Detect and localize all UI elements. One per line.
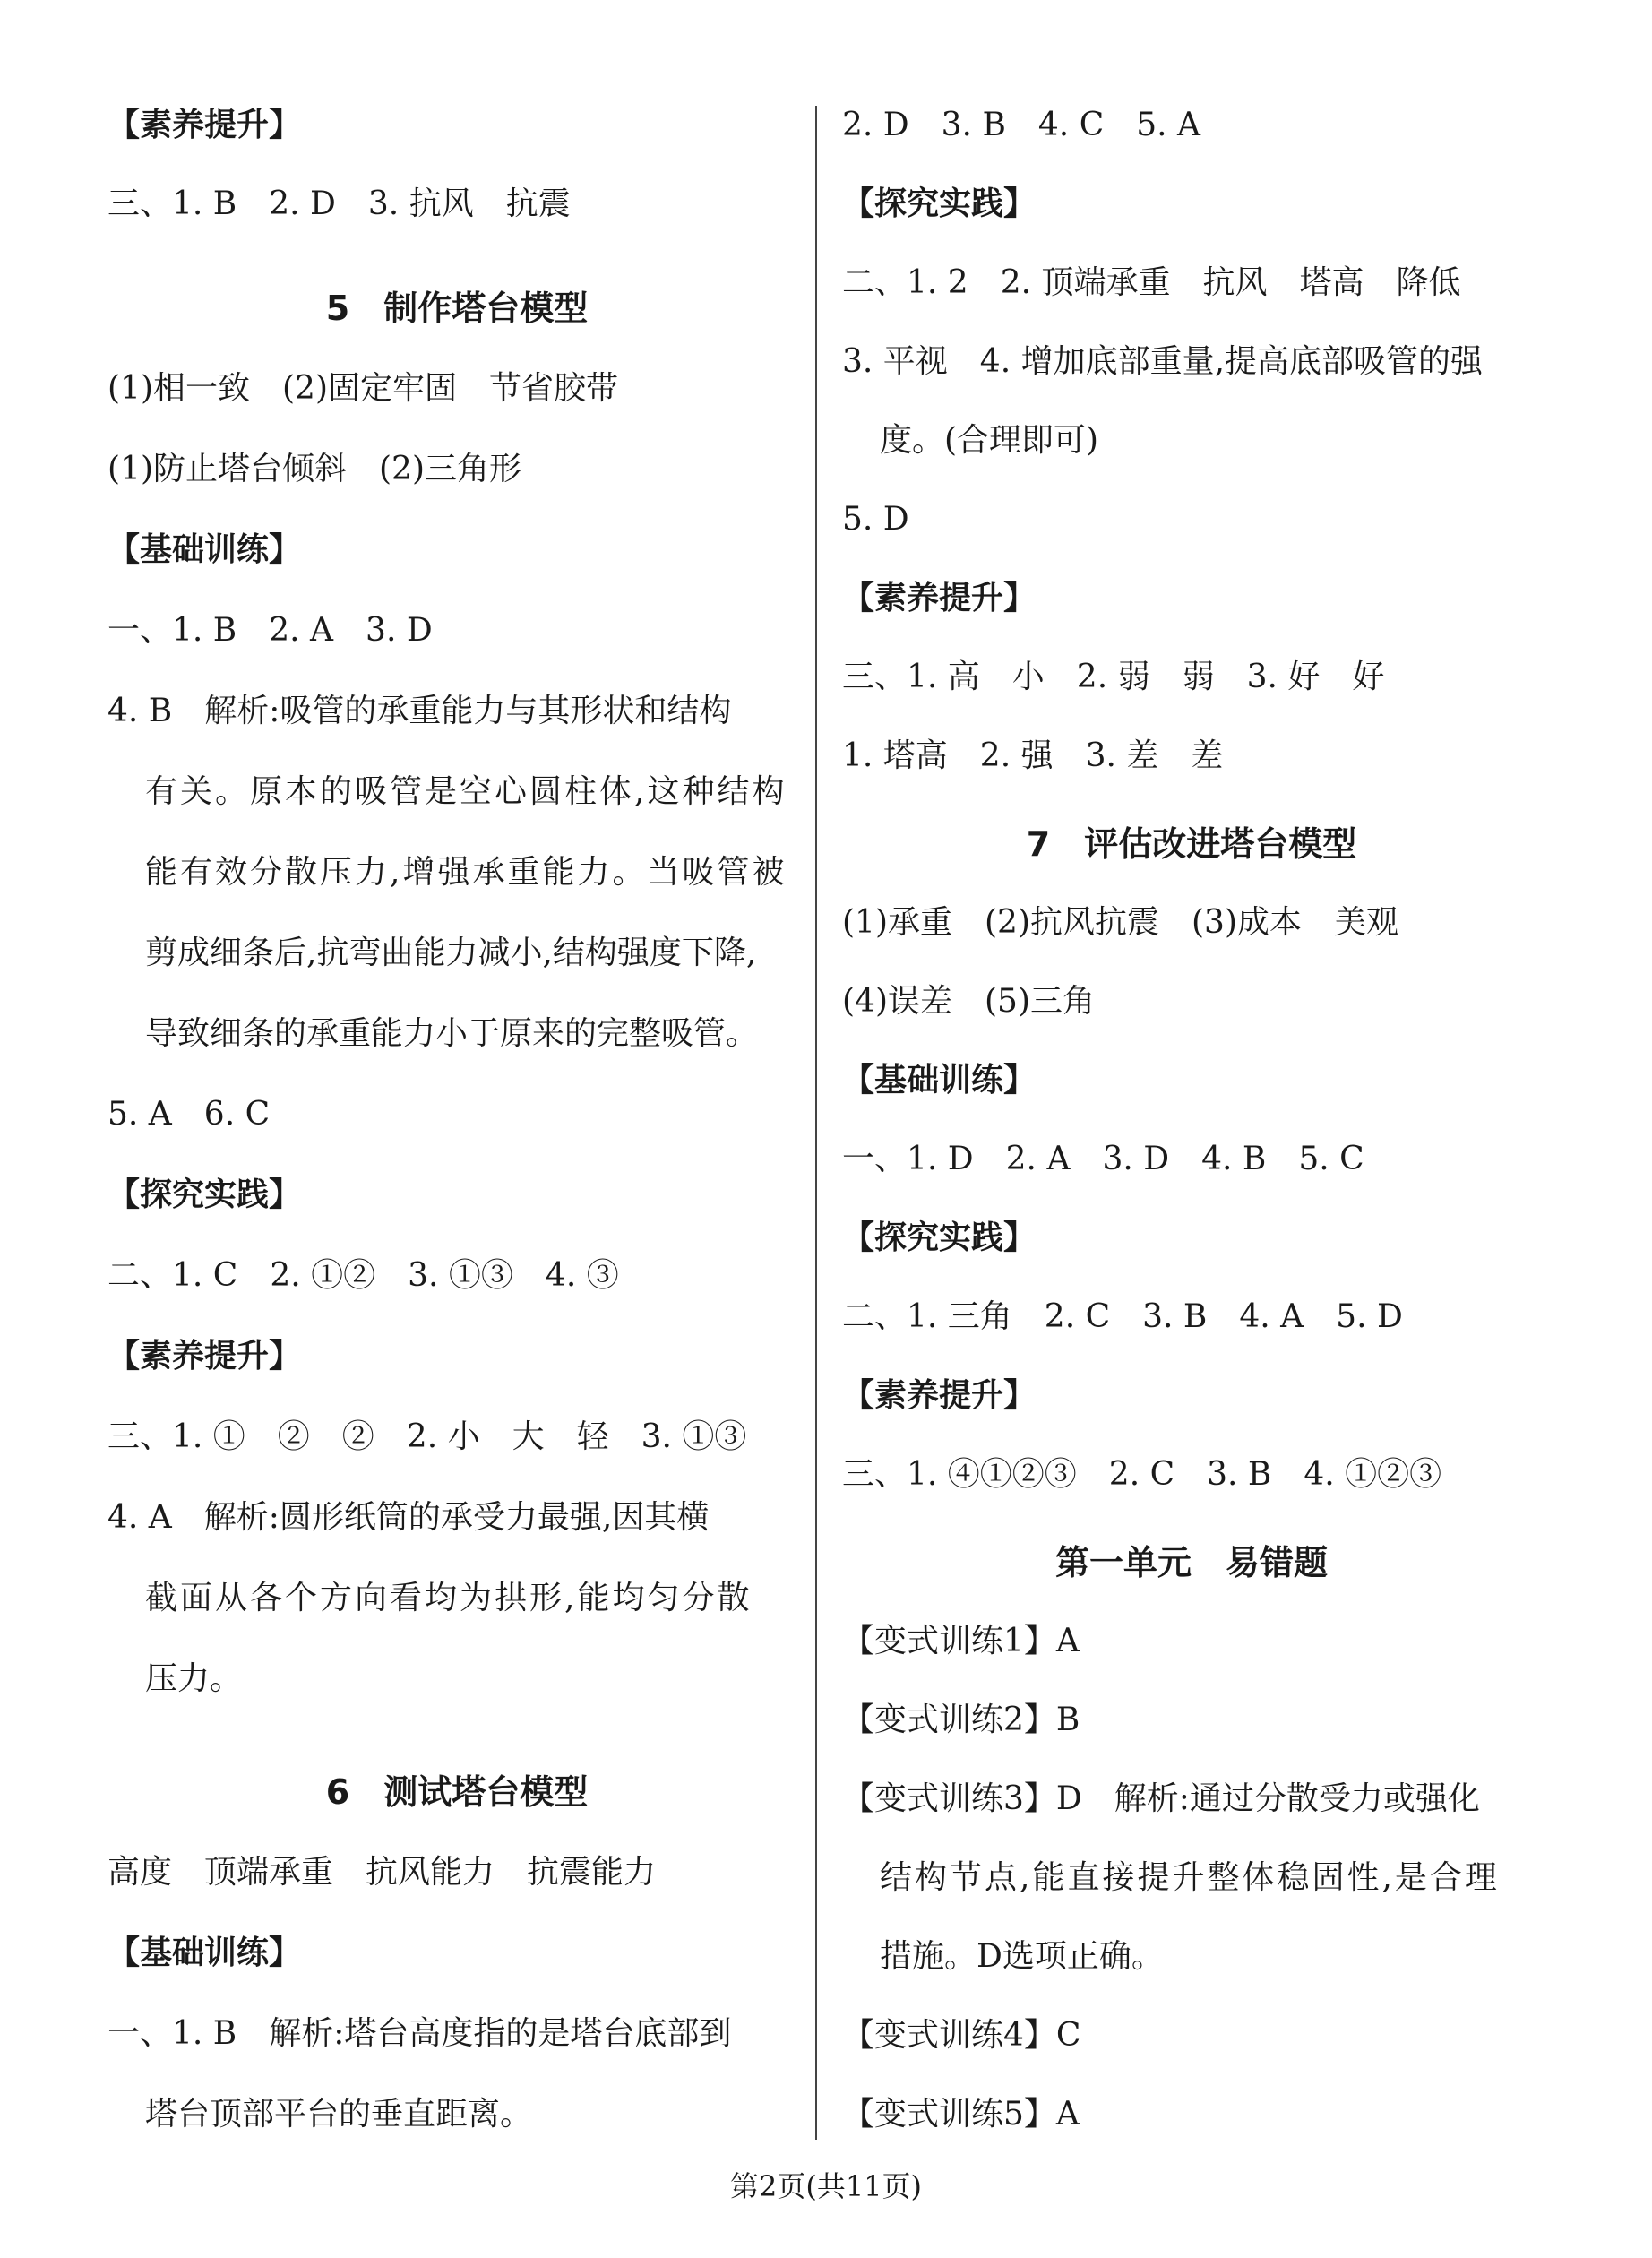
- variant-answer: 【变式训练2】B: [842, 1702, 1080, 1738]
- answer-line: 高度 顶端承重 抗风能力 抗震能力: [108, 1854, 657, 1891]
- answer-explanation: 能有效分散压力,增强承重能力。当吸管被: [145, 854, 787, 891]
- answer-explanation: 4. B 解析:吸管的承重能力与其形状和结构: [108, 693, 732, 729]
- variant-answer: 【变式训练1】A: [842, 1623, 1080, 1659]
- unit-title: 第一单元 易错题: [1054, 1543, 1328, 1582]
- column-divider: [815, 106, 817, 2140]
- section-label: 【基础训练】: [108, 1935, 302, 1971]
- lesson-title: 7 评估改进塔台模型: [1026, 824, 1357, 864]
- answer-line: 二、1. C 2. ①② 3. ①③ 4. ③: [108, 1257, 619, 1294]
- answer-line: 2. D 3. B 4. C 5. A: [842, 107, 1201, 143]
- answer-explanation: 有关。原本的吸管是空心圆柱体,这种结构: [145, 773, 787, 810]
- page-number: 第2页(共11页): [729, 2169, 923, 2203]
- section-label: 【探究实践】: [842, 185, 1037, 222]
- answer-line: (4)误差 (5)三角: [842, 983, 1095, 1020]
- answer-line: (1)防止塔台倾斜 (2)三角形: [108, 451, 521, 487]
- answer-explanation: 结构节点,能直接提升整体稳固性,是合理: [880, 1859, 1500, 1896]
- section-label: 【素养提升】: [842, 1377, 1037, 1414]
- answer-explanation: 导致细条的承重能力小于原来的完整吸管。: [145, 1015, 759, 1052]
- answer-explanation: 截面从各个方向看均为拱形,能均匀分散: [145, 1580, 753, 1616]
- answer-line: 三、1. B 2. D 3. 抗风 抗震: [108, 185, 571, 222]
- answer-line: 1. 塔高 2. 强 3. 差 差: [842, 737, 1224, 774]
- answer-explanation: 压力。: [145, 1660, 243, 1697]
- section-label: 【探究实践】: [108, 1176, 302, 1213]
- answer-line: (1)相一致 (2)固定牢固 节省胶带: [108, 370, 618, 407]
- answer-line: 5. D: [842, 501, 909, 538]
- answer-line: 二、1. 2 2. 顶端承重 抗风 塔高 降低: [842, 264, 1461, 301]
- section-label: 【素养提升】: [108, 107, 302, 143]
- answer-explanation: 塔台顶部平台的垂直距离。: [145, 2096, 533, 2133]
- section-label: 【基础训练】: [108, 531, 302, 568]
- answer-line: 一、1. B 2. A 3. D: [108, 612, 433, 649]
- variant-answer: 【变式训练4】C: [842, 2017, 1081, 2054]
- answer-explanation: 【变式训练3】D 解析:通过分散受力或强化: [842, 1780, 1480, 1817]
- answer-line: 一、1. D 2. A 3. D 4. B 5. C: [842, 1141, 1364, 1177]
- section-label: 【素养提升】: [108, 1338, 302, 1375]
- answer-line: 度。(合理即可): [880, 422, 1099, 459]
- answer-line: 三、1. 高 小 2. 弱 弱 3. 好 好: [842, 659, 1385, 695]
- answer-line: (1)承重 (2)抗风抗震 (3)成本 美观: [842, 904, 1398, 941]
- answer-line: 三、1. ① ② ② 2. 小 大 轻 3. ①③: [108, 1418, 747, 1455]
- lesson-title: 5 制作塔台模型: [325, 289, 589, 328]
- variant-answer: 【变式训练5】A: [842, 2096, 1080, 2133]
- answer-line: 3. 平视 4. 增加底部重量,提高底部吸管的强: [842, 343, 1484, 380]
- section-label: 【探究实践】: [842, 1219, 1037, 1256]
- answer-line: 三、1. ④①②③ 2. C 3. B 4. ①②③: [842, 1456, 1442, 1493]
- answer-explanation: 剪成细条后,抗弯曲能力减小,结构强度下降,: [145, 935, 757, 971]
- answer-explanation: 4. A 解析:圆形纸筒的承受力最强,因其横: [108, 1499, 710, 1536]
- section-label: 【素养提升】: [842, 580, 1037, 616]
- answer-line: 5. A 6. C: [108, 1096, 271, 1133]
- answer-explanation: 一、1. B 解析:塔台高度指的是塔台底部到: [108, 2015, 732, 2052]
- answer-explanation: 措施。D选项正确。: [880, 1938, 1164, 1975]
- lesson-title: 6 测试塔台模型: [325, 1772, 589, 1812]
- answer-line: 二、1. 三角 2. C 3. B 4. A 5. D: [842, 1298, 1403, 1335]
- section-label: 【基础训练】: [842, 1062, 1037, 1099]
